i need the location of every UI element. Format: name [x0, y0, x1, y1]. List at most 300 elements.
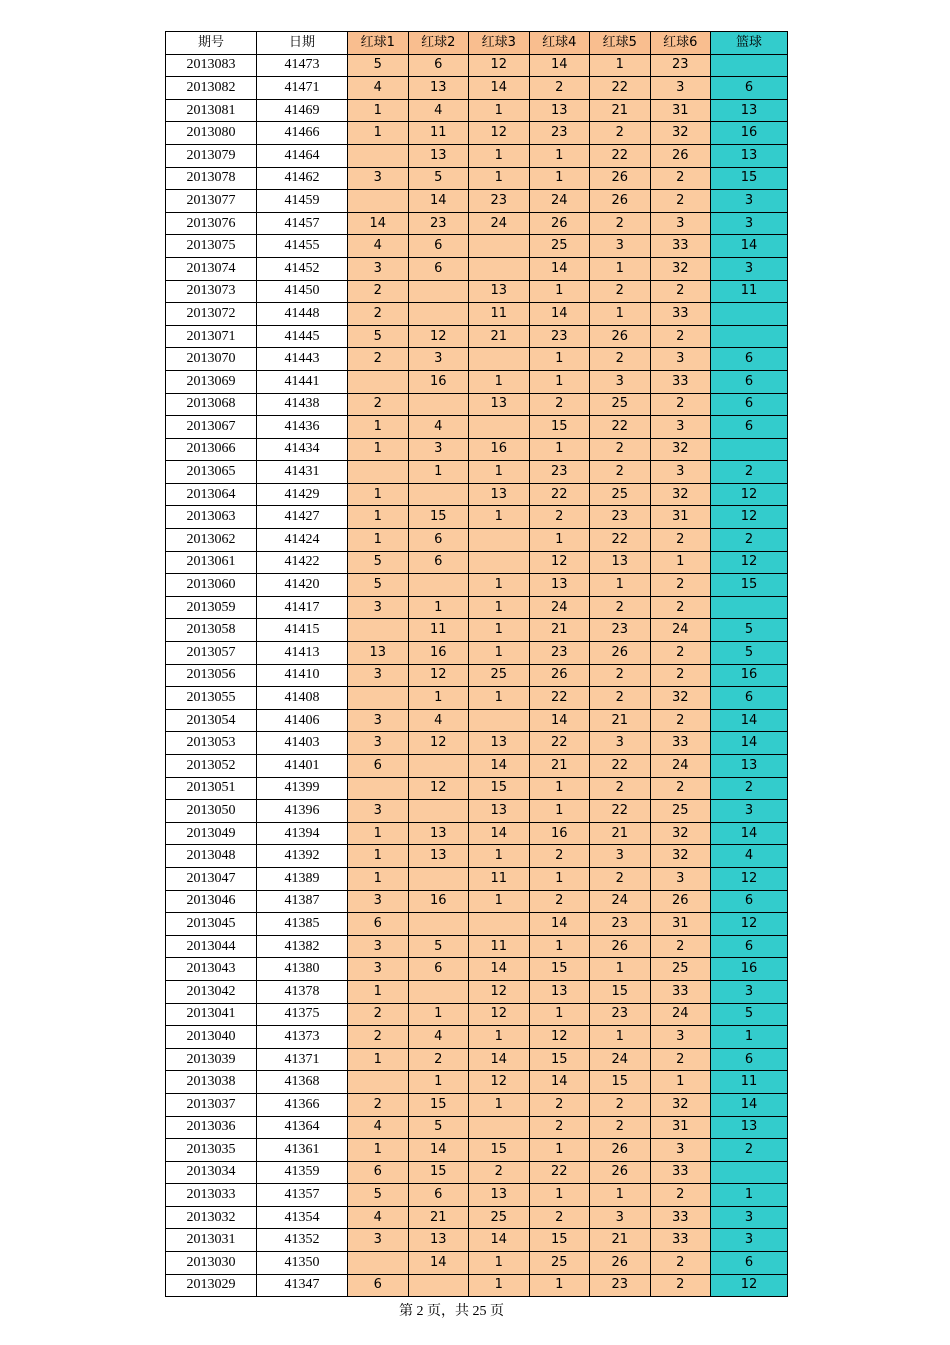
cell-red-3: 13: [469, 280, 530, 303]
cell-date: 41387: [257, 890, 348, 913]
cell-red-6: 2: [650, 1048, 711, 1071]
cell-date: 41429: [257, 483, 348, 506]
cell-red-2: 4: [408, 1026, 469, 1049]
cell-blue: 6: [711, 1048, 788, 1071]
cell-blue: 6: [711, 77, 788, 100]
cell-red-2: 2: [408, 1048, 469, 1071]
table-row: [166, 845, 788, 868]
cell-red-3: 1: [469, 1093, 530, 1116]
cell-red-6: 33: [650, 370, 711, 393]
cell-red-6: 2: [650, 777, 711, 800]
header-red-4: 红球4: [529, 32, 590, 55]
cell-red-2: 11: [408, 619, 469, 642]
cell-red-2: 12: [408, 664, 469, 687]
cell-red-3: 1: [469, 642, 530, 665]
cell-blue: 6: [711, 348, 788, 371]
cell-red-6: 25: [650, 958, 711, 981]
cell-red-4: 1: [529, 800, 590, 823]
cell-blue: 14: [711, 732, 788, 755]
table-row: [166, 529, 788, 552]
cell-red-4: 14: [529, 709, 590, 732]
cell-red-6: 1: [650, 1071, 711, 1094]
cell-blue: 2: [711, 1139, 788, 1162]
cell-red-2: [408, 755, 469, 778]
cell-red-3: 12: [469, 1003, 530, 1026]
cell-date: 41462: [257, 167, 348, 190]
cell-red-1: 5: [348, 325, 409, 348]
cell-red-3: 11: [469, 935, 530, 958]
cell-blue: 16: [711, 122, 788, 145]
cell-period: 2013079: [166, 144, 257, 167]
page-footer: 第 2 页，共 25 页: [399, 1304, 504, 1319]
cell-red-6: 33: [650, 1206, 711, 1229]
cell-red-6: 2: [650, 393, 711, 416]
header-blue: 篮球: [711, 32, 788, 55]
cell-red-4: 1: [529, 370, 590, 393]
cell-red-2: 6: [408, 235, 469, 258]
cell-red-5: 23: [590, 913, 651, 936]
cell-red-2: 14: [408, 1139, 469, 1162]
cell-red-1: 2: [348, 280, 409, 303]
table-row: [166, 755, 788, 778]
cell-red-5: 22: [590, 800, 651, 823]
cell-red-6: 3: [650, 461, 711, 484]
cell-red-1: [348, 619, 409, 642]
cell-period: 2013044: [166, 935, 257, 958]
cell-red-5: 2: [590, 687, 651, 710]
cell-red-4: 1: [529, 935, 590, 958]
cell-red-5: 23: [590, 1003, 651, 1026]
cell-red-3: 1: [469, 1252, 530, 1275]
cell-red-6: 2: [650, 1252, 711, 1275]
cell-red-3: 1: [469, 99, 530, 122]
cell-red-2: [408, 980, 469, 1003]
cell-red-3: [469, 416, 530, 439]
cell-red-3: 24: [469, 212, 530, 235]
cell-red-4: 21: [529, 619, 590, 642]
cell-red-4: 22: [529, 483, 590, 506]
cell-red-1: 5: [348, 1184, 409, 1207]
cell-red-6: 24: [650, 755, 711, 778]
cell-red-4: 1: [529, 348, 590, 371]
cell-blue: 14: [711, 822, 788, 845]
cell-red-5: 3: [590, 845, 651, 868]
cell-red-4: 1: [529, 1184, 590, 1207]
cell-period: 2013054: [166, 709, 257, 732]
cell-red-6: 3: [650, 77, 711, 100]
cell-red-3: 23: [469, 190, 530, 213]
table-row: [166, 506, 788, 529]
cell-period: 2013031: [166, 1229, 257, 1252]
cell-red-3: 25: [469, 1206, 530, 1229]
cell-date: 41448: [257, 303, 348, 326]
cell-period: 2013032: [166, 1206, 257, 1229]
cell-date: 41403: [257, 732, 348, 755]
cell-red-1: 3: [348, 596, 409, 619]
table-row: [166, 664, 788, 687]
cell-period: 2013049: [166, 822, 257, 845]
cell-blue: [711, 596, 788, 619]
cell-red-3: 14: [469, 77, 530, 100]
cell-date: 41394: [257, 822, 348, 845]
cell-red-2: 6: [408, 529, 469, 552]
cell-date: 41455: [257, 235, 348, 258]
cell-red-4: 14: [529, 54, 590, 77]
cell-red-6: 33: [650, 1229, 711, 1252]
cell-red-3: [469, 913, 530, 936]
cell-red-6: 32: [650, 687, 711, 710]
cell-red-3: 14: [469, 822, 530, 845]
cell-date: 41352: [257, 1229, 348, 1252]
cell-blue: 5: [711, 642, 788, 665]
cell-red-1: 1: [348, 506, 409, 529]
cell-period: 2013042: [166, 980, 257, 1003]
cell-red-5: 22: [590, 529, 651, 552]
cell-red-6: 33: [650, 303, 711, 326]
cell-red-5: 25: [590, 393, 651, 416]
cell-red-3: 1: [469, 687, 530, 710]
cell-period: 2013063: [166, 506, 257, 529]
cell-red-4: 26: [529, 664, 590, 687]
cell-red-2: [408, 913, 469, 936]
cell-red-1: [348, 144, 409, 167]
cell-period: 2013053: [166, 732, 257, 755]
cell-red-4: 13: [529, 980, 590, 1003]
cell-red-6: 32: [650, 1093, 711, 1116]
cell-blue: 14: [711, 709, 788, 732]
cell-red-5: 23: [590, 506, 651, 529]
cell-date: 41431: [257, 461, 348, 484]
cell-red-4: 2: [529, 845, 590, 868]
cell-period: 2013036: [166, 1116, 257, 1139]
cell-period: 2013080: [166, 122, 257, 145]
cell-red-6: 33: [650, 235, 711, 258]
cell-red-6: 33: [650, 980, 711, 1003]
cell-red-5: 3: [590, 235, 651, 258]
cell-red-4: 1: [529, 1003, 590, 1026]
cell-red-3: 1: [469, 619, 530, 642]
cell-blue: 14: [711, 1093, 788, 1116]
table-row: [166, 1274, 788, 1297]
cell-red-1: [348, 370, 409, 393]
cell-red-5: 1: [590, 303, 651, 326]
cell-red-2: 15: [408, 506, 469, 529]
cell-red-6: 2: [650, 190, 711, 213]
cell-red-3: 13: [469, 800, 530, 823]
cell-period: 2013045: [166, 913, 257, 936]
cell-red-1: 5: [348, 54, 409, 77]
cell-red-4: 14: [529, 257, 590, 280]
cell-period: 2013038: [166, 1071, 257, 1094]
cell-date: 41417: [257, 596, 348, 619]
cell-red-2: [408, 280, 469, 303]
cell-date: 41382: [257, 935, 348, 958]
cell-red-1: 4: [348, 1206, 409, 1229]
cell-red-2: [408, 867, 469, 890]
cell-blue: 5: [711, 619, 788, 642]
cell-period: 2013058: [166, 619, 257, 642]
cell-date: 41396: [257, 800, 348, 823]
table-row: [166, 867, 788, 890]
table-row: [166, 99, 788, 122]
cell-red-4: 15: [529, 1048, 590, 1071]
cell-blue: [711, 438, 788, 461]
cell-red-4: 23: [529, 461, 590, 484]
table-row: [166, 935, 788, 958]
cell-red-6: 23: [650, 54, 711, 77]
cell-red-6: 2: [650, 1184, 711, 1207]
cell-period: 2013061: [166, 551, 257, 574]
cell-red-1: 1: [348, 1139, 409, 1162]
cell-red-1: 3: [348, 800, 409, 823]
cell-blue: 6: [711, 370, 788, 393]
cell-red-3: 12: [469, 1071, 530, 1094]
cell-red-5: 21: [590, 1229, 651, 1252]
cell-blue: 5: [711, 1003, 788, 1026]
cell-red-3: 12: [469, 122, 530, 145]
cell-period: 2013029: [166, 1274, 257, 1297]
table-row: [166, 619, 788, 642]
table-row: [166, 551, 788, 574]
cell-red-6: 32: [650, 257, 711, 280]
cell-date: 41457: [257, 212, 348, 235]
cell-red-1: 3: [348, 935, 409, 958]
cell-date: 41413: [257, 642, 348, 665]
cell-red-5: 24: [590, 890, 651, 913]
cell-period: 2013047: [166, 867, 257, 890]
cell-date: 41359: [257, 1161, 348, 1184]
cell-period: 2013052: [166, 755, 257, 778]
cell-red-4: 24: [529, 190, 590, 213]
cell-red-4: 1: [529, 1139, 590, 1162]
cell-date: 41350: [257, 1252, 348, 1275]
cell-red-4: 14: [529, 303, 590, 326]
cell-red-2: 15: [408, 1093, 469, 1116]
cell-red-6: 2: [650, 642, 711, 665]
table-row: [166, 483, 788, 506]
cell-period: 2013073: [166, 280, 257, 303]
cell-red-6: 33: [650, 732, 711, 755]
cell-red-3: 11: [469, 867, 530, 890]
cell-date: 41443: [257, 348, 348, 371]
cell-blue: [711, 325, 788, 348]
cell-period: 2013071: [166, 325, 257, 348]
cell-red-4: 16: [529, 822, 590, 845]
cell-period: 2013046: [166, 890, 257, 913]
cell-date: 41466: [257, 122, 348, 145]
cell-date: 41399: [257, 777, 348, 800]
cell-period: 2013057: [166, 642, 257, 665]
cell-red-3: 12: [469, 54, 530, 77]
cell-period: 2013056: [166, 664, 257, 687]
cell-red-5: 26: [590, 642, 651, 665]
table-row: [166, 144, 788, 167]
cell-red-5: 26: [590, 167, 651, 190]
cell-red-3: [469, 348, 530, 371]
cell-red-2: 16: [408, 370, 469, 393]
cell-red-1: 1: [348, 122, 409, 145]
cell-date: 41371: [257, 1048, 348, 1071]
cell-red-2: 16: [408, 890, 469, 913]
cell-blue: 4: [711, 845, 788, 868]
cell-red-1: 1: [348, 416, 409, 439]
cell-period: 2013039: [166, 1048, 257, 1071]
header-period: 期号: [166, 32, 257, 55]
cell-red-2: 12: [408, 325, 469, 348]
cell-date: 41473: [257, 54, 348, 77]
cell-date: 41434: [257, 438, 348, 461]
cell-date: 41392: [257, 845, 348, 868]
table-row: [166, 574, 788, 597]
table-row: [166, 77, 788, 100]
cell-red-4: 22: [529, 687, 590, 710]
cell-red-5: 26: [590, 190, 651, 213]
cell-red-5: 22: [590, 755, 651, 778]
table-row: [166, 1116, 788, 1139]
cell-date: 41366: [257, 1093, 348, 1116]
cell-red-3: 13: [469, 1184, 530, 1207]
table-row: [166, 190, 788, 213]
cell-period: 2013041: [166, 1003, 257, 1026]
cell-red-1: 3: [348, 167, 409, 190]
table-row: [166, 1003, 788, 1026]
cell-period: 2013082: [166, 77, 257, 100]
cell-red-2: 6: [408, 54, 469, 77]
cell-red-2: 16: [408, 642, 469, 665]
cell-blue: 2: [711, 777, 788, 800]
cell-red-2: [408, 483, 469, 506]
cell-blue: 6: [711, 687, 788, 710]
cell-red-6: 24: [650, 619, 711, 642]
cell-red-1: 1: [348, 529, 409, 552]
cell-red-4: 2: [529, 1116, 590, 1139]
table-row: [166, 732, 788, 755]
cell-red-5: 21: [590, 709, 651, 732]
cell-period: 2013050: [166, 800, 257, 823]
cell-red-3: 1: [469, 574, 530, 597]
cell-red-1: 1: [348, 1048, 409, 1071]
cell-red-5: 1: [590, 257, 651, 280]
cell-red-3: 1: [469, 845, 530, 868]
table-row: [166, 1071, 788, 1094]
cell-red-2: 13: [408, 144, 469, 167]
cell-period: 2013064: [166, 483, 257, 506]
cell-red-2: [408, 574, 469, 597]
cell-red-3: 2: [469, 1161, 530, 1184]
cell-red-5: 1: [590, 54, 651, 77]
cell-red-1: 3: [348, 1229, 409, 1252]
cell-red-1: 13: [348, 642, 409, 665]
table-row: [166, 280, 788, 303]
cell-red-2: 1: [408, 461, 469, 484]
cell-period: 2013030: [166, 1252, 257, 1275]
cell-red-3: 1: [469, 506, 530, 529]
cell-red-4: 1: [529, 777, 590, 800]
cell-red-3: 1: [469, 1274, 530, 1297]
cell-date: 41415: [257, 619, 348, 642]
cell-red-1: 1: [348, 438, 409, 461]
cell-date: 41406: [257, 709, 348, 732]
cell-red-6: 31: [650, 506, 711, 529]
cell-red-3: [469, 235, 530, 258]
table-row: [166, 325, 788, 348]
cell-date: 41445: [257, 325, 348, 348]
cell-date: 41373: [257, 1026, 348, 1049]
cell-blue: 13: [711, 755, 788, 778]
cell-red-6: 2: [650, 529, 711, 552]
table-row: [166, 1048, 788, 1071]
cell-red-2: 1: [408, 596, 469, 619]
header-date: 日期: [257, 32, 348, 55]
table-body: [166, 54, 788, 1297]
cell-date: 41378: [257, 980, 348, 1003]
cell-red-5: 26: [590, 935, 651, 958]
table-row: [166, 980, 788, 1003]
cell-red-2: 11: [408, 122, 469, 145]
cell-period: 2013078: [166, 167, 257, 190]
cell-red-5: 22: [590, 144, 651, 167]
cell-blue: 16: [711, 664, 788, 687]
table-row: [166, 438, 788, 461]
cell-red-1: 2: [348, 1093, 409, 1116]
cell-red-6: 32: [650, 438, 711, 461]
cell-red-4: 1: [529, 438, 590, 461]
cell-red-5: 2: [590, 777, 651, 800]
cell-red-1: 14: [348, 212, 409, 235]
cell-date: 41450: [257, 280, 348, 303]
cell-red-1: 1: [348, 99, 409, 122]
cell-date: 41361: [257, 1139, 348, 1162]
cell-red-4: 14: [529, 1071, 590, 1094]
cell-red-6: 32: [650, 122, 711, 145]
cell-red-1: 2: [348, 1003, 409, 1026]
cell-blue: 11: [711, 280, 788, 303]
cell-red-5: 22: [590, 416, 651, 439]
cell-date: 41354: [257, 1206, 348, 1229]
cell-red-1: 3: [348, 732, 409, 755]
table-row: [166, 1229, 788, 1252]
table-row: [166, 822, 788, 845]
table-row: [166, 167, 788, 190]
cell-red-4: 23: [529, 122, 590, 145]
cell-date: 41368: [257, 1071, 348, 1094]
cell-period: 2013055: [166, 687, 257, 710]
cell-red-3: [469, 551, 530, 574]
cell-date: 41471: [257, 77, 348, 100]
cell-red-6: 3: [650, 416, 711, 439]
cell-red-5: 2: [590, 867, 651, 890]
cell-red-2: [408, 800, 469, 823]
cell-red-5: 13: [590, 551, 651, 574]
table-row: [166, 416, 788, 439]
header-red-1: 红球1: [348, 32, 409, 55]
cell-period: 2013040: [166, 1026, 257, 1049]
cell-red-4: 1: [529, 529, 590, 552]
cell-red-1: 1: [348, 867, 409, 890]
cell-period: 2013077: [166, 190, 257, 213]
cell-red-2: 3: [408, 348, 469, 371]
cell-red-3: 1: [469, 167, 530, 190]
table-row: [166, 303, 788, 326]
cell-red-5: 26: [590, 325, 651, 348]
cell-red-1: 2: [348, 303, 409, 326]
cell-red-5: 1: [590, 574, 651, 597]
cell-red-1: 6: [348, 1274, 409, 1297]
cell-red-6: 33: [650, 1161, 711, 1184]
cell-red-5: 2: [590, 122, 651, 145]
cell-red-6: 2: [650, 167, 711, 190]
cell-blue: 3: [711, 1206, 788, 1229]
